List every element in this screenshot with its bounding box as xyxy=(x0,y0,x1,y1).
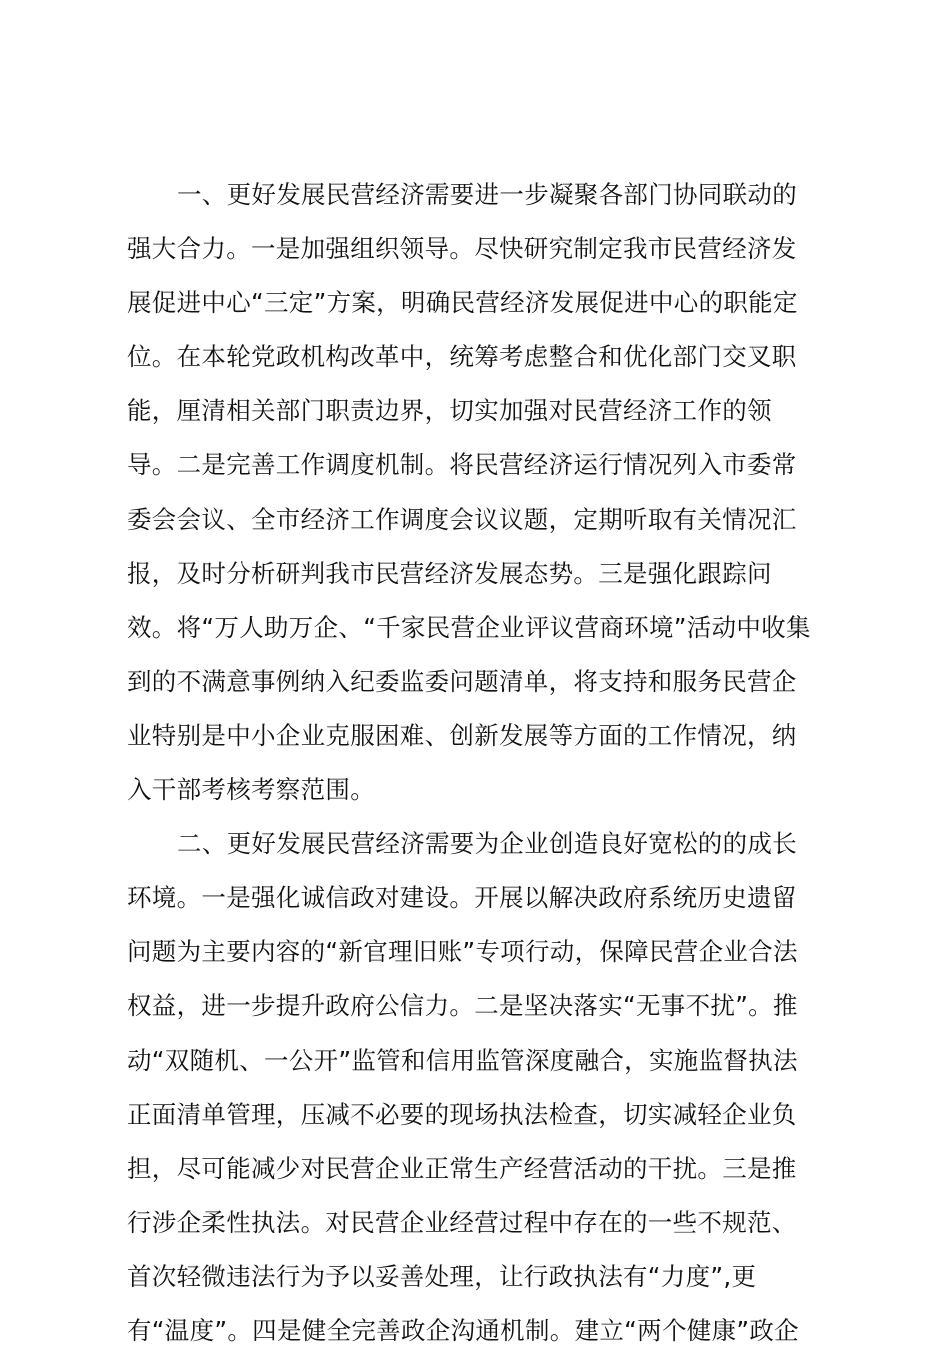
paragraph-1-line-5: 能，厘清相关部门职责边界，切实加强对民营经济工作的领 xyxy=(127,396,772,426)
paragraph-2-line-2: 环境。一是强化诚信政对建设。开展以解决政府系统历史遗留 xyxy=(127,883,797,913)
paragraph-2-line-3: 问题为主要内容的“新官理旧账”专项行动，保障民营企业合法 xyxy=(127,937,798,967)
paragraph-1-line-2: 强大合力。一是加强组织领导。尽快研究制定我市民营经济发 xyxy=(127,234,797,264)
paragraph-1-line-3: 展促进中心“三定”方案，明确民营经济发展促进中心的职能定 xyxy=(127,288,798,318)
paragraph-2-line-4: 权益，进一步提升政府公信力。二是坚决落实“无事不扰”。推 xyxy=(127,991,798,1021)
paragraph-1-line-7: 委会会议、全市经济工作调度会议议题，定期听取有关情况汇 xyxy=(127,504,797,534)
paragraph-1-line-6: 导。二是完善工作调度机制。将民营经济运行情况列入市委常 xyxy=(127,450,797,480)
paragraph-2-line-8: 行涉企柔性执法。对民营企业经营过程中存在的一些不规范、 xyxy=(127,1207,797,1237)
paragraph-1-line-8: 报，及时分析研判我市民营经济发展态势。三是强化跟踪问 xyxy=(127,558,772,588)
document-body xyxy=(127,168,827,1358)
paragraph-1-line-9: 效。将“万人助万企、“千家民营企业评议营商环境”活动中收集 xyxy=(127,612,811,642)
paragraph-1-line-1: 一、更好发展民营经济需要进一步凝聚各部门协同联动的 xyxy=(177,180,797,209)
paragraph-2-line-5: 动“双随机、一公开”监管和信用监管深度融合，实施监督执法 xyxy=(127,1045,798,1075)
paragraph-1-line-10: 到的不满意事例纳入纪委监委问题清单，将支持和服务民营企 xyxy=(127,666,797,696)
paragraph-1-line-11: 业特别是中小企业克服困难、创新发展等方面的工作情况，纳 xyxy=(127,720,797,750)
paragraph-2-line-9: 首次轻微违法行为予以妥善处理，让行政执法有“力度”,更 xyxy=(127,1261,757,1291)
paragraph-2-line-1: 二、更好发展民营经济需要为企业创造良好宽松的的成长 xyxy=(177,829,797,859)
paragraph-1-line-12: 入干部考核考察范围。 xyxy=(127,775,375,805)
paragraph-1-line-4: 位。在本轮党政机构改革中，统筹考虑整合和优化部门交叉职 xyxy=(127,342,797,372)
paragraph-2-line-10: 有“温度”。四是健全完善政企沟通机制。建立“两个健康”政企 xyxy=(127,1315,799,1345)
paragraph-2-line-6: 正面清单管理，压减不必要的现场执法检查，切实减轻企业负 xyxy=(127,1099,797,1129)
paragraph-2-line-7: 担，尽可能减少对民营企业正常生产经营活动的干扰。三是推 xyxy=(127,1153,797,1183)
